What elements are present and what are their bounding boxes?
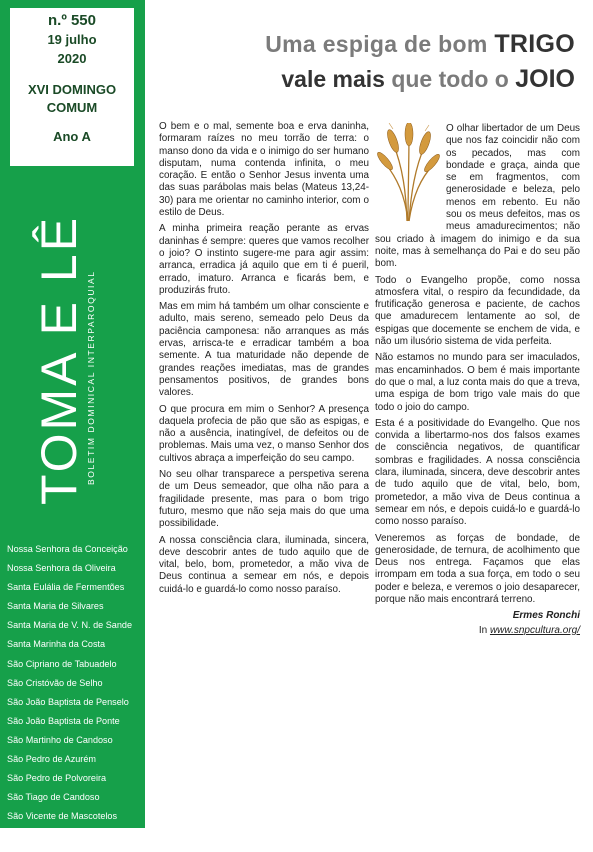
sunday-line-1: XVI DOMINGO [27, 82, 117, 97]
parish-item: Santa Eulália de Fermentões [7, 582, 125, 593]
parish-item: Nossa Senhora da Conceição [7, 544, 128, 554]
masthead [31, 195, 98, 505]
green-sidebar [0, 0, 145, 850]
sunday-line-2: COMUM [46, 100, 98, 115]
article-left-column [159, 121, 369, 600]
paragraph: A nossa consciência clara, iluminada, sincera, deve descobrir antes de tudo aquilo que de vital, belo, bom, prometedor, a mão viva de Deus continua a semear em nós, e depois cuidá-lo e guardá-lo como nosso paraíso. [159, 534, 369, 595]
title-keyword-joio: JOIO [515, 65, 575, 93]
masthead-subtitle: BOLETIM DOMINICAL INTERPAROQUIAL [86, 270, 96, 485]
paragraph: Esta é a positividade do Evangelho. Que nos convida a libertarmo-nos dos falsos exames de consciência negativos, de quantificar sombras e fragilidades. A nossa consciência clara, iluminada, sincera, deve descobrir antes de tudo aquilo que de vital, belo, bom, prometedor, a mão viva de Deus continua a semear em nós, e depois cuidá-lo e guardá-lo como nosso paraíso. [375, 417, 580, 528]
parish-item: São João Baptista de Penselo [7, 696, 129, 707]
parish-item: São Cipriano de Tabuadelo [7, 658, 117, 669]
parish-item: São Pedro de Polvoreira [7, 773, 107, 784]
paragraph: Mas em mim há também um olhar consciente e adulto, mais sereno, semeado pelo Deus da paciência camponesa: não arranques as más ervas, arrisca-te e erradicar também a boa semente. A tua maturidade não depende de grandes reações imediatas, mas de grandes pensamentos positivos, de grandes bons valores. [159, 301, 369, 399]
pastoral-unit-line-1: Unidade Pastoral de [7, 827, 90, 838]
parish-item: São Vicente de Mascotelos [7, 811, 118, 822]
parish-item: Santa Marinha da Costa [7, 639, 106, 650]
article-author: Ermes Ronchi [512, 610, 580, 622]
title-part: que todo o [391, 66, 516, 92]
paragraph: O olhar libertador de um Deus que nos faz coincidir não com os pecados, mas com bondade e graça, ainda que se em fragmentos, com generosidade e beleza, pelo menos em rebento. Eu não sou os meus defeitos, mas os meus amadurecimentos; não sou criado à imagem do inimigo e da sua noite, mas à semelhança do Pai e do seu pão bom. [375, 123, 580, 270]
parish-item: São Pedro de Azurém [7, 754, 96, 765]
paragraph: Não estamos no mundo para ser imaculados, mas encaminhados. O bem é mais importante do que o mal, a luz conta mais do que a treva, uma espiga de bom trigo vale mais do que todo o joio do campo. [375, 352, 580, 413]
parish-item: Santa Maria de Silvares [7, 601, 104, 612]
issue-date: 19 julho [47, 32, 97, 47]
paragraph: No seu olhar transparece a perspetiva serena de um Deus semeador, que olha não para a fragilidade presente, mas para o bom trigo futuro, mesmo que não seja mais do que uma possibilidade. [159, 469, 369, 530]
title-keyword-trigo: TRIGO [494, 30, 575, 58]
parish-item: São Tiago de Candoso [7, 792, 100, 803]
paragraph: Veneremos as forças de bondade, de generosidade, de ternura, de acolhimento que Deus nos entrega. Façamos que elas irrompam em toda a sua força, em todo o seu poder e beleza, e veremos o joio desaparecer, porque não mais encontrará terreno. [375, 532, 580, 605]
paragraph: O bem e o mal, semente boa e erva daninha, formaram raízes no meu torrão de terra: o manso dono da vida e o inimigo do ser humano disputam, numa contenda infinita, o meu coração. E então o Senhor Jesus inventa uma das suas parábolas mais belas (Mateus 13,24-30) para me orientar no caminho interior, com o estilo de Deus. [159, 121, 369, 219]
paragraph: Todo o Evangelho propõe, como nossa atmosfera vital, o respiro da fecundidade, da frutificação generosa e paciente, de cachos que amadurecem lentamente ao sol, de espigas que docemente se enchem de vida, e não um ilusório sistema de vida perfeita. [375, 274, 580, 348]
pastoral-unit-line-2: São Sebastião e São Paio [7, 839, 114, 850]
liturgical-sunday [10, 81, 134, 117]
title-line-2 [163, 65, 575, 94]
wheat-illustration [375, 123, 440, 223]
source-line [375, 625, 580, 637]
paragraph: A minha primeira reação perante as ervas daninhas é sempre: queres que vamos recolher o joio? O instinto sugere-me para agir assim: arranca, erradica já aquilo que em ti é pueril, errado, imaturo. Arranca e ficarás bem, e produzirás fruto. [159, 223, 369, 296]
title-part: Uma espiga de bom [265, 31, 495, 57]
issue-year: 2020 [57, 51, 87, 66]
paragraph: O que procura em mim o Senhor? A presença daquela profecia de pão que são as espigas, e não a ausência, inatingível, de defeitos ou de problemas. Mais uma vez, o manso Senhor dos cultivos abraça a imperfeição do seu campo. [159, 403, 369, 464]
parish-item: São Martinho de Candoso [7, 734, 113, 745]
parish-item: Nossa Senhora da Oliveira [7, 563, 116, 574]
liturgical-year: Ano A [53, 129, 91, 144]
main-content [145, 0, 593, 828]
article-right-column [375, 123, 580, 637]
article-title [163, 30, 575, 94]
issue-info-box [10, 8, 134, 166]
parish-item: Santa Maria de V. N. de Sande [7, 620, 133, 631]
title-line-1 [163, 30, 575, 59]
parish-item: São Cristóvão de Selho [7, 677, 103, 688]
source-link[interactable]: www.snpcultura.org/ [489, 624, 580, 636]
parish-list [7, 540, 143, 852]
issue-number: n.º 550 [47, 12, 96, 29]
title-part: vale mais [281, 66, 392, 92]
parish-item: São João Baptista de Ponte [7, 715, 120, 726]
parish-item-pastoral-unit [7, 826, 143, 852]
masthead-title: TOMA E LÊ [31, 214, 87, 505]
source-prefix: In [478, 624, 490, 636]
